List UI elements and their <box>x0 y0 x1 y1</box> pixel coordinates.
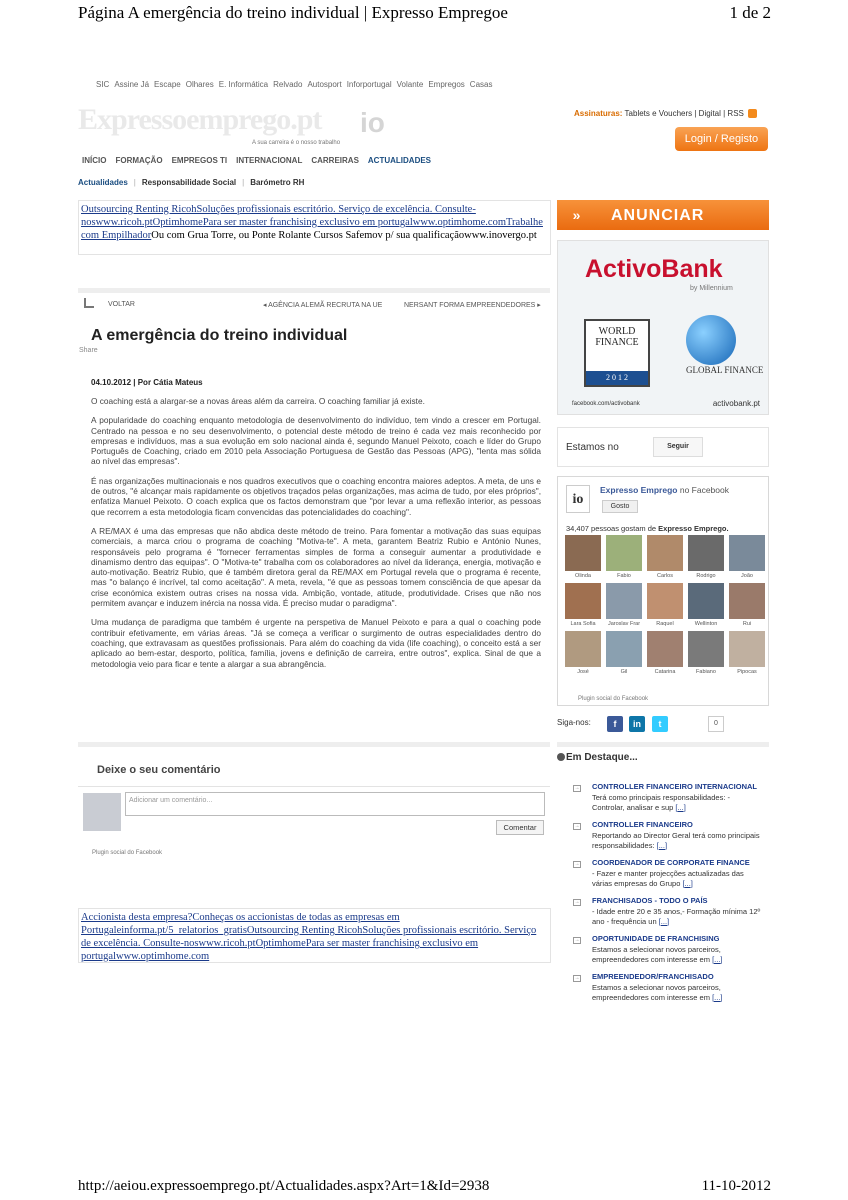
ad-text[interactable]: Conheças os accionistas de todas as empresas em Portugaleinforma.pt/5_relatorios_gratis <box>81 912 400 936</box>
network-nav-link[interactable]: Inforportugal <box>346 80 392 89</box>
tagline: A sua carreira é o nosso trabalho <box>252 140 341 146</box>
ad-link[interactable]: Optimhome <box>152 217 203 228</box>
article-title: A emergência do treino individual <box>91 327 348 344</box>
facebook-fan[interactable] <box>728 583 766 627</box>
network-nav-link[interactable]: Empregos <box>428 80 465 89</box>
comment-input[interactable]: Adicionar um comentário... <box>125 792 545 816</box>
destaque-desc <box>592 945 763 964</box>
activobank-title: ActivoBank <box>585 255 723 283</box>
facebook-fan[interactable] <box>687 583 725 627</box>
gosto-button[interactable]: Gosto <box>602 500 638 513</box>
ad-text[interactable]: Soluções profissionais escritório. Serviço de excelência. Consulte-noswww.ricoh.pt <box>81 925 537 949</box>
fan-photo <box>729 631 765 667</box>
article-body <box>91 396 541 678</box>
comments-header: Deixe o seu comentário <box>97 764 221 776</box>
ad-box-top <box>78 200 551 255</box>
world-finance-badge <box>584 319 650 387</box>
facebook-fan[interactable] <box>605 631 643 675</box>
fan-photo <box>606 583 642 619</box>
double-chevron-icon: » <box>572 207 582 223</box>
logo-text: Expressoemprego.pt <box>78 103 322 136</box>
fan-photo <box>647 631 683 667</box>
share-count: 0 <box>708 716 724 732</box>
ad-link[interactable]: Outsourcing Renting Ricoh <box>81 204 197 215</box>
activobank-ad[interactable] <box>557 240 769 415</box>
article-paragraph: É nas organizações multinacionais e nos quadros executivos que o coaching encontra maiores adeptos. A meta, de uns e de outros, "é alcançar mais rapidamente os objetivos traçados pelas organizações, mas acima de tudo, por eles próprios", enfatiza Manuel Peixoto. O coach explica que os factos demonstram que "por levar a uma reflexão interior, as pessoas que recorrem a esta metodologia ficam convencidas das potencialidades do coaching". <box>91 475 541 517</box>
estamos-label: Estamos no <box>566 442 619 453</box>
destaque-desc <box>592 831 763 850</box>
destaque-desc <box>592 869 763 888</box>
fan-photo <box>729 583 765 619</box>
ad-text[interactable]: Para ser master franchising exclusivo em portugalwww.optimhome.com <box>81 938 479 962</box>
read-more-link[interactable]: [...] <box>682 878 693 888</box>
arrow-bullet-icon: → <box>574 899 580 905</box>
ad-link[interactable]: Outsourcing Renting Ricoh <box>246 925 363 936</box>
site-logo[interactable] <box>78 103 398 143</box>
fan-photo <box>647 535 683 571</box>
ad-link[interactable]: Optimhome <box>255 938 306 949</box>
facebook-fan[interactable] <box>728 631 766 675</box>
wf-year: 2 0 1 2 <box>586 371 648 385</box>
fb-on-label: no Facebook <box>677 485 729 495</box>
avatar <box>83 793 121 831</box>
article-meta: 04.10.2012 | Por Cátia Mateus <box>91 378 203 387</box>
network-nav-link[interactable]: Casas <box>469 80 493 89</box>
facebook-fan[interactable] <box>728 535 766 579</box>
network-nav-link[interactable]: Volante <box>396 80 424 89</box>
arrow-bullet-icon: → <box>574 823 580 829</box>
network-nav-link[interactable]: E. Informática <box>218 80 269 89</box>
share-link[interactable]: Share <box>79 347 98 354</box>
siga-nos-label: Siga-nos: <box>557 718 591 727</box>
sub-nav-item[interactable]: Barómetro RH <box>250 178 305 187</box>
fan-photo <box>565 583 601 619</box>
anunciar-label: ANUNCIAR <box>611 207 705 224</box>
destaque-title[interactable]: CONTROLLER FINANCEIRO INTERNACIONAL <box>592 782 757 791</box>
read-more-link[interactable]: [...] <box>712 992 723 1002</box>
ad-link[interactable]: Accionista desta empresa? <box>81 912 193 923</box>
destaque-desc <box>592 793 763 812</box>
ad-link[interactable]: Trabalhe com Empilhador <box>81 217 543 241</box>
facebook-fan[interactable] <box>564 583 602 627</box>
activobank-subtitle: by Millennium <box>690 285 733 292</box>
nav-separator: | <box>242 178 245 187</box>
fb-page-link[interactable]: Expresso Emprego <box>600 485 678 495</box>
arrow-bullet-icon: → <box>574 975 580 981</box>
facebook-fan[interactable] <box>646 631 684 675</box>
destaque-item[interactable] <box>573 972 763 1002</box>
fan-photo <box>688 583 724 619</box>
io-logo: io <box>360 107 385 138</box>
divider <box>557 742 769 747</box>
destaque-title[interactable]: COORDENADOR DE CORPORATE FINANCE <box>592 858 750 867</box>
article-paragraph: A popularidade do coaching enquanto metodologia de desenvolvimento do indivíduo, tem vindo a crescer em Portugal. Centrado na pessoa e no seu desenvolvimento, o potencial deste método de treino é cada vez mais reconhecido por empresas e indivíduos, mas a sua evolução em solo nacional ainda é, segundo Manuel Peixoto, coach e líder do Grupo Português de Coaching, criado em 2010 pela Associação Portuguesa de Gestão das Pessoas (APG), "lenta mas sólida ao nível das empresas". <box>91 415 541 467</box>
fan-photo <box>688 535 724 571</box>
facebook-like-count <box>566 524 729 533</box>
linkedin-icon[interactable]: in <box>629 716 645 732</box>
facebook-icon[interactable]: f <box>607 716 623 732</box>
comment-button[interactable]: Comentar <box>496 820 544 835</box>
em-destaque-list <box>573 782 763 1010</box>
sub-nav-item[interactable]: Actualidades <box>78 178 128 187</box>
fan-photo <box>606 631 642 667</box>
destaque-desc-text: - Fazer e manter projecções actualizadas das várias empresas do Grupo <box>592 869 744 888</box>
fan-photo <box>729 535 765 571</box>
fan-name: Catarina <box>654 669 676 675</box>
wf-line2: FINANCE <box>595 337 639 348</box>
fan-name: João <box>741 573 753 579</box>
facebook-plugin-label: Plugin social do Facebook <box>92 850 163 856</box>
fan-name: Rodrigo <box>696 573 716 579</box>
ad-text[interactable]: Para ser master franchising exclusivo em portugalwww.optimhome.com <box>202 217 506 228</box>
network-nav-link[interactable]: SIC <box>96 80 110 89</box>
destaque-item[interactable] <box>573 934 763 964</box>
facebook-like-box <box>557 476 769 706</box>
fan-photo <box>688 631 724 667</box>
network-nav-link[interactable]: Assine Já <box>114 80 150 89</box>
fan-name: Lara Sofia <box>570 621 596 627</box>
fan-name: Fabio <box>617 573 631 579</box>
main-nav-empregos-ti[interactable]: EMPREGOS TI <box>171 156 228 165</box>
estamos-no-box <box>557 427 769 467</box>
print-date: 11-10-2012 <box>701 1178 771 1194</box>
main-nav-internacional[interactable]: INTERNACIONAL <box>236 156 303 165</box>
destaque-desc-text: Reportando ao Director Geral terá como principais responsabilidades: <box>592 831 760 850</box>
print-url: http://aeiou.expressoemprego.pt/Actualidades.aspx?Art=1&Id=2938 <box>78 1178 490 1194</box>
voltar-link[interactable]: VOLTAR <box>108 301 135 308</box>
people-icon <box>557 753 565 761</box>
destaque-title[interactable]: FRANCHISADOS - TODO O PAÍS <box>592 896 708 905</box>
fan-name: Jaroslav Frar <box>607 621 641 627</box>
main-nav-formação[interactable]: FORMAÇÃO <box>115 156 163 165</box>
main-nav-início[interactable]: INÍCIO <box>82 156 107 165</box>
likes-page-name[interactable]: Expresso Emprego. <box>658 524 729 533</box>
fan-name: Raquel <box>656 621 674 627</box>
network-nav-link[interactable]: Escape <box>154 80 181 89</box>
destaque-title[interactable]: CONTROLLER FINANCEIRO <box>592 820 693 829</box>
article-paragraph: A RE/MAX é uma das empresas que não abdica deste método de treino. Para fomentar a motivação das suas equipas comerciais, a marca criou o programa de coaching "Motiva-te". A meta, garantem Beatriz Rubio e António Nunes, responsáveis pelo programa é "fornecer ferramentas simples de forma a conseguir aumentar a produtividade e dinamismo dentro das equipas". O "Motiva-te" trabalha com os colaboradores ao nível da liderança, energia, motivação e auto-motivação. Beatriz Rubio, que é também diretora geral da RE/MAX em Portugal revela que o programa é recente, mas "o balanço é incrível, tal como aceitação". A meta, revela, "é que as pessoas tomem consciência de que apesar da crise económica existem outras crises na nossa vida. Ambição, vontade, atitude, produtividade. Crises que não nos permitem avançar e induzem inércia na nossa vida. É preciso mudar o paradigma". <box>91 525 541 609</box>
destaque-item[interactable] <box>573 896 763 926</box>
previous-article-link[interactable]: ◂ AGÊNCIA ALEMÃ RECRUTA NA UE <box>263 302 383 309</box>
facebook-fan[interactable] <box>605 535 643 579</box>
destaque-desc <box>592 983 763 1002</box>
arrow-bullet-icon: → <box>574 861 580 867</box>
destaque-desc-text: Terá como principais responsabilidades: - Controlar, analisar e sup <box>592 793 730 812</box>
facebook-faces-grid <box>564 535 764 675</box>
nav-separator: | <box>133 178 136 187</box>
sub-nav <box>78 178 304 187</box>
activobank-site: activobank.pt <box>712 399 760 408</box>
rss-icon[interactable] <box>748 109 757 118</box>
destaque-item[interactable] <box>573 858 763 888</box>
ad-text[interactable]: Soluções profissionais escritório. Serviço de excelência. Consulte-noswww.ricoh.pt <box>81 204 476 228</box>
network-nav-link[interactable]: Relvado <box>273 80 303 89</box>
fan-name: Carlos <box>657 573 673 579</box>
network-nav <box>96 80 492 89</box>
fan-name: Pipocas <box>737 669 757 675</box>
article-paragraph: Uma mudança de paradigma que também é urgente na perspetiva de Manuel Peixoto e para a qual o coaching pode contribuir efetivamente, em várias áreas. "Já se começa a verificar o surgimento de outras especialidades dentro do coaching, que extravasam as questões profissionais. Para além do coaching da vida (life coaching), o conceito está a ser aplicado ao bem-estar, desporto, política, família, jovens e definição de carreira, entre outros", explica. Sinal de que a metodologia veio para ficar e tente a alargar a sua abrangência. <box>91 617 541 669</box>
destaque-desc-text: Estamos a selecionar novos parceiros, empreendedores com interesse em <box>592 945 721 964</box>
divider <box>78 288 550 293</box>
destaque-title[interactable]: OPORTUNIDADE DE FRANCHISING <box>592 934 720 943</box>
facebook-fan[interactable] <box>605 583 643 627</box>
fan-name: Wellinton <box>694 621 718 627</box>
destaque-title[interactable]: EMPREENDEDOR/FRANCHISADO <box>592 972 714 981</box>
fan-name: Gil <box>620 669 628 675</box>
io-logo-small: io <box>566 485 590 513</box>
globe-icon <box>686 315 736 365</box>
em-destaque-header: Em Destaque... <box>566 752 638 763</box>
activobank-facebook-url: facebook.com/activobank <box>572 401 640 407</box>
arrow-bullet-icon: → <box>574 785 580 791</box>
article-paragraph: O coaching está a alargar-se a novas áreas além da carreira. O coaching familiar já existe. <box>91 396 425 406</box>
destaque-desc <box>592 907 763 926</box>
login-button[interactable]: Login / Registo <box>675 127 768 151</box>
sub-nav-item[interactable]: Responsabilidade Social <box>141 178 237 187</box>
seguir-button[interactable]: Seguir <box>653 437 703 457</box>
facebook-fan[interactable] <box>564 631 602 675</box>
network-nav-link[interactable]: Autosport <box>307 80 342 89</box>
destaque-item[interactable] <box>573 820 763 850</box>
facebook-plugin-label: Plugin social do Facebook <box>578 696 649 702</box>
main-nav-actualidades[interactable]: ACTUALIDADES <box>367 156 432 165</box>
read-more-link[interactable]: [...] <box>675 802 686 812</box>
twitter-icon[interactable]: t <box>652 716 668 732</box>
subscriptions-links[interactable]: Tablets e Vouchers | Digital | RSS <box>624 109 744 118</box>
wf-line1: WORLD <box>598 326 636 337</box>
subscriptions-label: Assinaturas: <box>574 109 623 118</box>
fan-photo <box>565 631 601 667</box>
anunciar-banner[interactable] <box>557 200 769 230</box>
fan-photo <box>647 583 683 619</box>
back-arrow-icon[interactable] <box>84 298 94 308</box>
facebook-page-name[interactable] <box>600 485 729 495</box>
read-more-link[interactable]: [...] <box>658 916 670 926</box>
destaque-desc-text: Estamos a selecionar novos parceiros, empreendedores com interesse em <box>592 983 721 1002</box>
main-nav-carreiras[interactable]: CARREIRAS <box>311 156 359 165</box>
facebook-fan[interactable] <box>564 535 602 579</box>
next-article-link[interactable]: NERSANT FORMA EMPREENDEDORES ▸ <box>404 302 541 309</box>
read-more-link[interactable]: [...] <box>712 954 723 964</box>
fan-name: Fabiano <box>696 669 716 675</box>
network-nav-link[interactable]: Olhares <box>185 80 214 89</box>
read-more-link[interactable]: [...] <box>656 840 668 850</box>
fan-name: José <box>577 669 589 675</box>
facebook-fan[interactable] <box>646 583 684 627</box>
fan-photo <box>606 535 642 571</box>
global-finance-logo: GLOBAL FINANCE <box>686 365 764 375</box>
divider <box>78 742 550 747</box>
ad-box-bottom <box>78 908 551 963</box>
print-page-title: Página A emergência do treino individual | Expresso Empregoe <box>78 3 508 22</box>
main-nav <box>82 156 431 165</box>
destaque-item[interactable] <box>573 782 763 812</box>
fan-name: Olinda <box>575 573 591 579</box>
facebook-fan[interactable] <box>687 535 725 579</box>
destaque-desc-text: - Idade entre 20 e 35 anos,- Formação mínima 12º ano - frequência un <box>592 907 761 926</box>
print-page-number: 1 de 2 <box>729 3 771 22</box>
subscriptions-bar[interactable] <box>574 109 757 118</box>
fan-name: Rui <box>742 621 752 627</box>
fan-photo <box>565 535 601 571</box>
facebook-fan[interactable] <box>646 535 684 579</box>
likes-count-text: 34,407 pessoas gostam de <box>566 524 659 533</box>
facebook-fan[interactable] <box>687 631 725 675</box>
arrow-bullet-icon: → <box>574 937 580 943</box>
ad-text[interactable]: Ou com Grua Torre, ou Ponte Rolante Cursos Safemov p/ sua qualificaçãowww.inovergo.pt <box>151 230 537 241</box>
